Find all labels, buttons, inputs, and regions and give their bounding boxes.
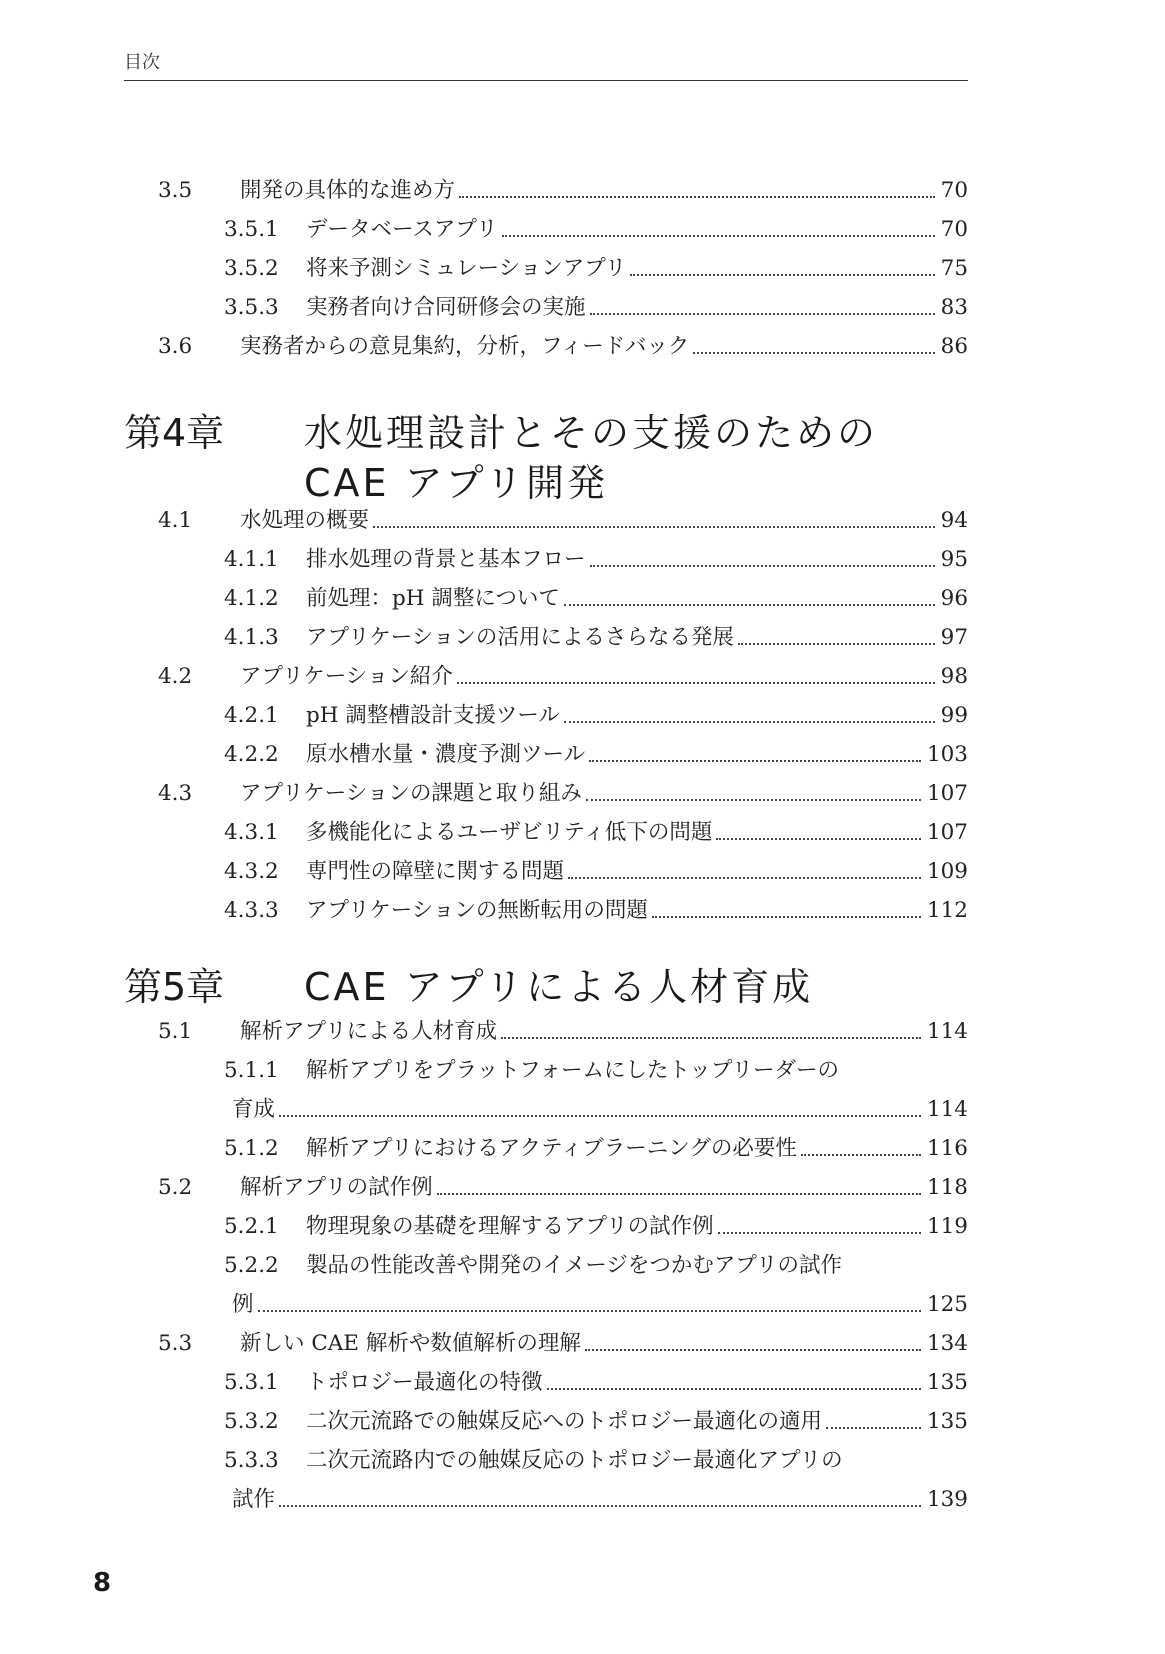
entry-title: 水処理の概要 [240,508,370,533]
dot-leader [716,837,921,840]
entry-page: 83 [940,295,968,320]
toc-entry-continuation[interactable] [232,1485,968,1515]
entry-number: 4.2.2 [224,742,279,767]
entry-page: 107 [926,820,968,845]
entry-title: 多機能化によるユーザビリティ低下の問題 [306,820,713,845]
entry-page: 134 [926,1331,968,1356]
dot-leader [585,1348,921,1351]
chapter-title: CAE アプリによる人材育成 [304,965,814,1009]
dot-leader [564,603,935,606]
toc-entry[interactable] [224,623,968,653]
entry-number: 4.2 [158,664,193,689]
entry-number: 5.3.3 [224,1448,279,1473]
entry-page: 95 [940,547,968,572]
entry-page: 114 [926,1097,968,1122]
chapter-title [304,408,968,508]
entry-title: 原水槽水量・濃度予測ツール [306,742,586,767]
toc-entry[interactable] [224,1056,968,1086]
dot-leader [502,234,935,237]
dot-leader [589,759,921,762]
dot-leader [258,1309,921,1312]
entry-number: 3.5.2 [224,256,279,281]
toc-entry[interactable] [224,896,968,926]
entry-page: 99 [940,703,968,728]
dot-leader [590,564,935,567]
dot-leader [564,720,935,723]
entry-title: 新しい CAE 解析や数値解析の理解 [240,1331,581,1356]
toc-entry[interactable] [158,1173,968,1203]
entry-title: pH 調整槽設計支援ツール [306,703,560,728]
entry-title: 解析アプリによる人材育成 [240,1019,498,1044]
entry-page: 139 [926,1487,968,1512]
entry-title: トポロジー最適化の特徴 [306,1370,543,1395]
entry-page: 107 [926,781,968,806]
toc-entry-continuation[interactable] [232,1095,968,1125]
entry-title: 開発の具体的な進め方 [240,178,456,203]
running-title: 目次 [124,52,160,73]
dot-leader [568,876,921,879]
entry-title: アプリケーションの無断転用の問題 [306,898,648,923]
chapter-title-line-2: CAE アプリ開発 [304,461,609,505]
toc-entry[interactable] [224,1212,968,1242]
dot-leader [586,798,921,801]
toc-entry[interactable] [224,1368,968,1398]
entry-title: 専門性の障壁に関する問題 [306,859,565,884]
toc-entry[interactable] [224,1251,968,1281]
entry-page: 125 [926,1292,968,1317]
entry-number: 5.3 [158,1331,193,1356]
entry-title: 実務者からの意見集約，分析，フィードバック [240,334,690,359]
entry-number: 3.5.3 [224,295,279,320]
dot-leader [718,1231,921,1234]
entry-number: 3.5.1 [224,217,279,242]
toc-entry[interactable] [158,332,968,362]
toc-entry[interactable] [224,293,968,323]
entry-title: アプリケーションの活用によるさらなる発展 [306,625,734,650]
entry-title: 育成 [232,1097,276,1122]
dot-leader [801,1153,921,1156]
entry-page: 135 [926,1370,968,1395]
entry-page: 97 [940,625,968,650]
entry-title: 製品の性能改善や開発のイメージをつかむアプリの試作 [306,1253,842,1278]
entry-title: 解析アプリをプラットフォームにしたトップリーダーの [306,1058,839,1083]
dot-leader [652,915,921,918]
entry-number: 4.2.1 [224,703,279,728]
entry-number: 4.1.1 [224,547,279,572]
entry-page: 103 [926,742,968,767]
dot-leader [279,1114,921,1117]
chapter-number: 第4章 [124,411,225,455]
entry-page: 94 [940,508,968,533]
toc-entry[interactable] [224,857,968,887]
entry-page: 119 [926,1214,968,1239]
entry-number: 4.3 [158,781,193,806]
entry-page: 86 [940,334,968,359]
entry-number: 5.2.2 [224,1253,279,1278]
entry-page: 118 [926,1175,968,1200]
entry-number: 5.2.1 [224,1214,279,1239]
dot-leader [630,273,934,276]
toc-entry[interactable] [158,176,968,206]
entry-page: 96 [940,586,968,611]
toc-entry[interactable] [224,545,968,575]
entry-number: 3.6 [158,334,193,359]
entry-title: 前処理：pH 調整について [306,586,560,611]
entry-number: 4.3.2 [224,859,279,884]
dot-leader [279,1504,921,1507]
entry-number: 5.1.1 [224,1058,279,1083]
entry-title: アプリケーション紹介 [240,664,453,689]
toc-entry[interactable] [224,818,968,848]
dot-leader [826,1426,921,1429]
entry-number: 4.1 [158,508,193,533]
entry-title: 試作 [232,1487,276,1512]
entry-number: 3.5 [158,178,193,203]
entry-page: 75 [940,256,968,281]
entry-page: 114 [926,1019,968,1044]
chapter-5-heading[interactable] [124,962,968,1012]
entry-title: データベースアプリ [306,217,498,242]
entry-number: 4.1.2 [224,586,279,611]
entry-title: アプリケーションの課題と取り組み [240,781,582,806]
entry-title: 排水処理の背景と基本フロー [306,547,586,572]
toc-entry[interactable] [224,584,968,614]
entry-number: 5.3.1 [224,1370,279,1395]
entry-number: 4.3.3 [224,898,279,923]
dot-leader [738,642,935,645]
toc-entry[interactable] [224,1407,968,1437]
toc-entry[interactable] [158,779,968,809]
entry-page: 116 [926,1136,968,1161]
entry-page: 135 [926,1409,968,1434]
toc-entry[interactable] [224,701,968,731]
toc-entry[interactable] [158,1329,968,1359]
entry-title: 解析アプリの試作例 [240,1175,433,1200]
entry-page: 98 [940,664,968,689]
entry-number: 4.3.1 [224,820,279,845]
toc-entry[interactable] [224,1446,968,1476]
dot-leader [590,312,935,315]
chapter-4-heading[interactable] [124,408,968,508]
entry-number: 4.1.3 [224,625,279,650]
entry-title: 実務者向け合同研修会の実施 [306,295,586,320]
entry-title: 物理現象の基礎を理解するアプリの試作例 [306,1214,714,1239]
entry-page: 112 [926,898,968,923]
dot-leader [501,1036,921,1039]
toc-entry[interactable] [158,662,968,692]
dot-leader [457,681,935,684]
chapter-title-line-1: 水処理設計とその支援のための [304,411,879,455]
toc-entry[interactable] [158,1017,968,1047]
entry-title: 例 [232,1292,254,1317]
entry-page: 70 [940,217,968,242]
dot-leader [373,525,935,528]
chapter-number: 第5章 [124,965,225,1009]
dot-leader [693,351,934,354]
toc-entry[interactable] [224,1134,968,1164]
toc-entry[interactable] [224,740,968,770]
toc-entry[interactable] [158,506,968,536]
toc-entry-continuation[interactable] [232,1290,968,1320]
entry-title: 二次元流路での触媒反応へのトポロジー最適化の適用 [306,1409,823,1434]
entry-number: 5.1 [158,1019,193,1044]
toc-entry[interactable] [224,215,968,245]
page-number: 8 [93,1568,112,1598]
entry-number: 5.1.2 [224,1136,279,1161]
toc-entry[interactable] [224,254,968,284]
entry-title: 二次元流路内での触媒反応のトポロジー最適化アプリの [306,1448,843,1473]
entry-title: 解析アプリにおけるアクティブラーニングの必要性 [306,1136,797,1161]
dot-leader [437,1192,921,1195]
entry-number: 5.3.2 [224,1409,279,1434]
entry-number: 5.2 [158,1175,193,1200]
entry-page: 70 [940,178,968,203]
entry-title: 将来予測シミュレーションアプリ [306,256,627,281]
entry-page: 109 [926,859,968,884]
dot-leader [547,1387,921,1390]
dot-leader [459,195,935,198]
